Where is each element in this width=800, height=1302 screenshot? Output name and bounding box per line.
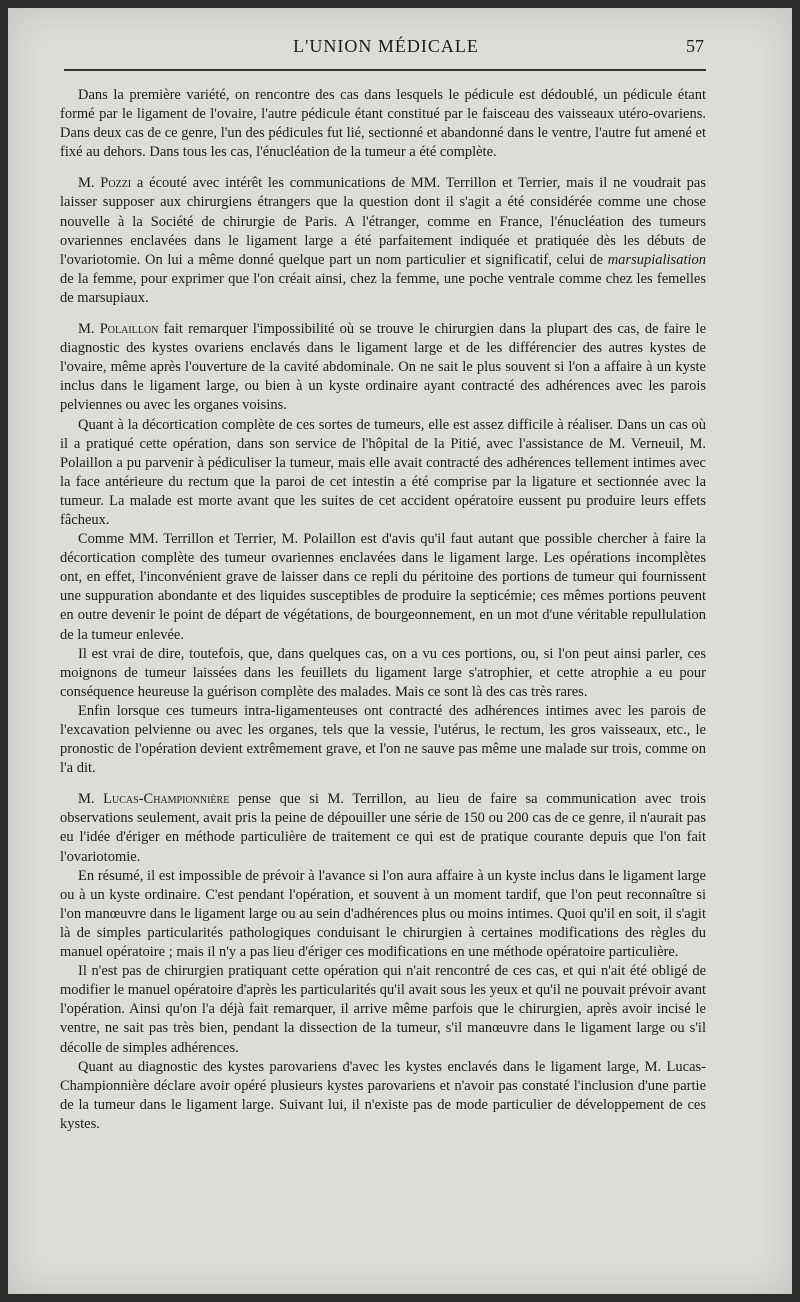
paragraph-text: fait remarquer l'impossibilité où se trouve le chirurgien dans la plupart des cas, de faire le diagnostic des kystes ovariens enclavés dans le ligament large et de les différencier des autres kystes de l'ovaire, même après l'ouverture de la cavité abdominale. On ne sait le plus souvent si l'on a affaire à un kyste inclus dans le ligament large, ou bien à un kyste ordinaire ayant contracté des adhérences avec les parois pelviennes ou avec les organes voisins. bbox=[60, 321, 706, 414]
paragraph: Quant au diagnostic des kystes parovariens d'avec les kystes enclavés dans le ligament large, M. Lucas-Championnière déclare avoir opéré plusieurs kystes parovariens et n'avoir pas constaté l'inclusion d'une partie de la tumeur dans le ligament large. Suivant lui, il n'existe pas de mode particulier de développement de ces kystes. bbox=[60, 1058, 706, 1132]
paragraph: Il n'est pas de chirurgien pratiquant cette opération qui n'ait rencontré de ces cas, et qui n'ait été obligé de modifier le manuel opératoire d'après les particularités qu'il avait sous les yeux et qu'il ne pouvait prévoir avant l'opération. Ainsi qu'on l'a déjà fait remarquer, il arrive même parfois que le chirurgien, après avoir incisé le ventre, ne sait pas très bien, pendant la dissection de la tumeur, s'il manœuvre dans le ligament large ou s'il décolle de simples adhérences. bbox=[60, 963, 706, 1056]
paragraph: Enfin lorsque ces tumeurs intra-ligamenteuses ont contracté des adhérences intimes avec les parois de l'excavation pelvienne ou avec les organes, tels que la vessie, l'utérus, le rectum, les gros vaisseaux, etc., le pronostic de l'opération devient extrêmement grave, et l'on ne sauve pas même une malade sur trois, comme on l'a dit. bbox=[60, 702, 706, 777]
page-number: 57 bbox=[686, 36, 704, 56]
paragraph: Comme MM. Terrillon et Terrier, M. Polaillon est d'avis qu'il faut autant que possible chercher à faire la décortication complète des tumeur ovariennes enclavées dans le ligament large. Les opérations incomplètes ont, en effet, l'inconvénient grave de laisser dans ce repli du péritoine des portions de tumeur qui fournissent une suppuration abondante et des liquides susceptibles de produire la septicémie; ces mêmes portions peuvent en outre devenir le point de départ de végétations, de bourgeonnement, en un mot d'une véritable repullulation de la tumeur enlevée. bbox=[60, 531, 706, 643]
paragraph-lucas-championniere bbox=[60, 790, 706, 866]
running-head: L'UNION MÉDICALE bbox=[293, 36, 479, 56]
paragraph: Dans la première variété, on rencontre des cas dans lesquels le pédicule est dédoublé, un pédicule étant formé par le ligament de l'ovaire, l'autre pédicule étant constitué par le faisceau des vaisseaux utéro-ovariens. Dans deux cas de ce genre, l'un des pédicules fut lié, sectionné et abandonné dans le ventre, l'autre fut amené et fixé au dehors. Dans tous les cas, l'énucléation de la tumeur a été complète. bbox=[60, 87, 706, 161]
article-body bbox=[60, 86, 706, 1134]
paragraph-pozzi bbox=[60, 174, 706, 308]
paragraph: En résumé, il est impossible de prévoir à l'avance si l'on aura affaire à un kyste inclus dans le ligament large ou à un kyste ordinaire. C'est pendant l'opération, et souvent à un moment tardif, que l'on peut reconnaître si l'on manœuvre dans le ligament large ou au sein d'adhérences plus ou moins intimes. Quoi qu'il en soit, il s'agit là de simples particularités pathologiques conduisant le chirurgien à certaines modifications des règles du manuel opératoire ; mais il n'y a pas lieu d'ériger ces modifications en une méthode opératoire particulière. bbox=[60, 867, 706, 961]
paragraph-polaillon bbox=[60, 320, 706, 415]
italic-term: marsupialisation bbox=[607, 251, 706, 268]
paragraph: Quant à la décortication complète de ces sortes de tumeurs, elle est assez difficile à réaliser. Dans un cas où il a pratiqué cette opération, dans son service de l'hôpital de la Pitié, avec l'assistance de M. Verneuil, M. Polaillon a pu parvenir à pédiculiser la tumeur, mais elle avait contracté des adhérences tellement intimes avec la face antérieure du rectum que la paroi de cet intestin a été comprise par la ligature et sectionnée avec la tumeur. La malade est morte avant que les suites de cet accident opératoire eussent pu produire leurs effets fâcheux. bbox=[60, 416, 706, 528]
speaker-name: M. Lucas-Championnière bbox=[78, 791, 230, 808]
paragraph-text: pense que si M. Terrillon, au lieu de faire sa communication avec trois observations seulement, avait pris la peine de dépouiller une série de 150 ou 200 cas de ce genre, il n'aurait pas eu l'idée d'ériger en méthode particulière de traitement ce qui est de pratique courante depuis que l'on fait l'ovariotomie. bbox=[60, 791, 706, 865]
paragraph-text: a écouté avec intérêt les communications de MM. Terrillon et Terrier, mais il ne voudrait pas laisser supposer aux chirurgiens étrangers que la question dont il s'agit a été considérée comme une chose nouvelle à la Société de chirurgie de Paris. A l'étranger, comme en France, l'énucléation des tumeurs ovariennes enclavées dans le ligament large a été parfaitement indiquée et pratiquée dès les débuts de l'ovariotomie. On lui a même donné quelque part un nom particulier et significatif, celui de bbox=[60, 175, 706, 268]
paragraph-text: de la femme, pour exprimer que l'on créait ainsi, chez la femme, une poche ventrale comme chez les femelles de marsupiaux. bbox=[60, 270, 706, 306]
paragraph: Il est vrai de dire, toutefois, que, dans quelques cas, on a vu ces portions, ou, si l'on peut ainsi parler, ces moignons de tumeur laissées dans les feuillets du ligament large s'atrophier, et cette atrophie a eu pour conséquence heureuse la guérison complète des malades. Mais ce sont là des cas très rares. bbox=[60, 645, 706, 700]
page-header bbox=[68, 36, 704, 64]
header-rule bbox=[64, 69, 706, 71]
journal-page bbox=[8, 8, 792, 1294]
speaker-name: M. Polaillon bbox=[78, 321, 159, 338]
speaker-name: M. Pozzi bbox=[78, 175, 132, 192]
